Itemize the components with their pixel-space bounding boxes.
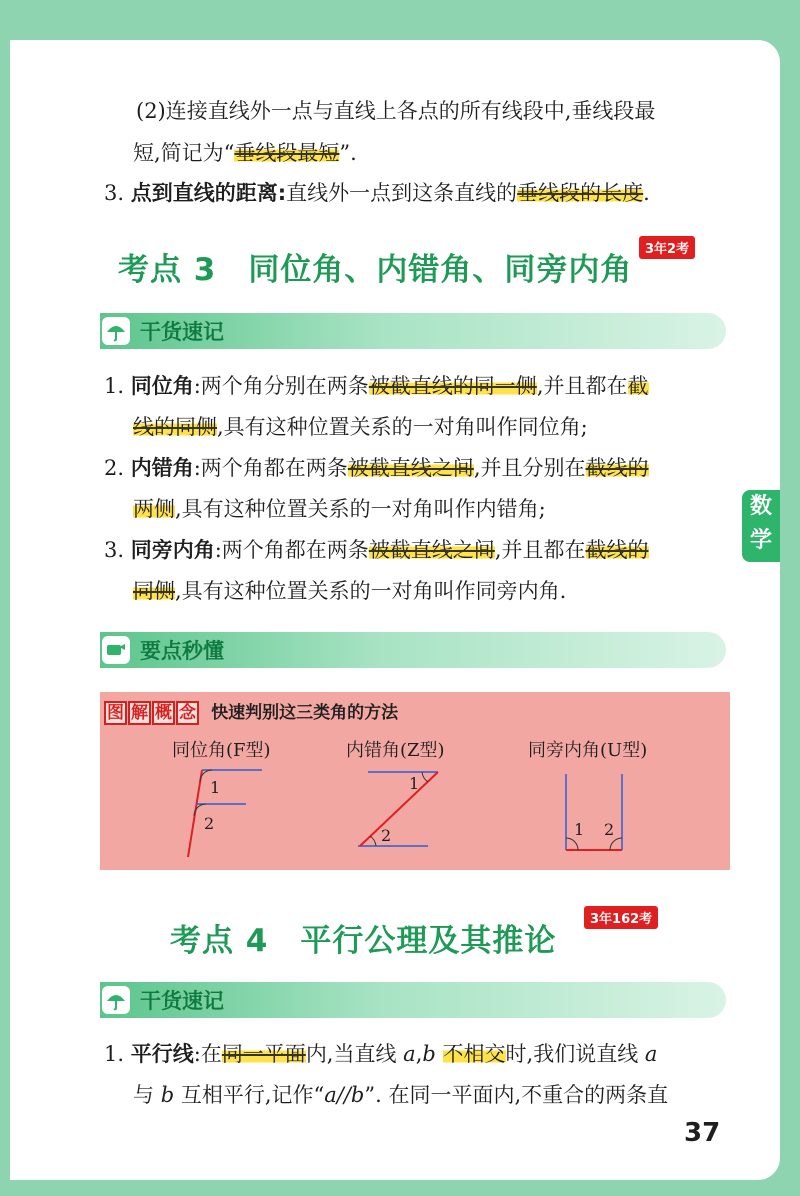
text-span: :两个角都在两条 xyxy=(214,538,369,562)
highlight: 同一平面 xyxy=(221,1042,306,1066)
list-item xyxy=(104,373,649,399)
transversal-f xyxy=(188,770,202,857)
text-span: ”. xyxy=(339,141,357,165)
text-line xyxy=(133,140,357,166)
list-item xyxy=(104,455,649,481)
tag-char: 图 xyxy=(104,701,127,725)
tag-char: 概 xyxy=(152,701,175,725)
text-span xyxy=(436,1042,443,1066)
text-span: 与 xyxy=(133,1083,161,1107)
tab-char: 数 xyxy=(749,494,772,519)
section-title: 考点 4 平行公理及其推论 xyxy=(170,923,557,959)
umbrella-icon xyxy=(102,317,130,345)
text-line: (2)连接直线外一点与直线上各点的所有线段中,垂线段最 xyxy=(136,99,656,123)
exam-badge: 3年162考 xyxy=(584,906,658,929)
label-z-type: 内错角(Z型) xyxy=(346,740,445,761)
section-title: 考点 3 同位角、内错角、同旁内角 xyxy=(118,252,633,288)
term: 平行线 xyxy=(130,1042,194,1066)
variable: b xyxy=(422,1042,436,1066)
item-number: 2. xyxy=(104,456,125,480)
text-span: 内,当直线 xyxy=(305,1042,404,1066)
item-number: 3. xyxy=(104,181,125,205)
term: 同位角 xyxy=(130,374,194,398)
text-span: . xyxy=(643,181,650,205)
highlight: 截 xyxy=(627,374,649,398)
text-span: :两个角都在两条 xyxy=(193,456,348,480)
highlight: 被截直线的同一侧 xyxy=(368,374,537,398)
tab-char: 学 xyxy=(749,528,772,553)
colon: : xyxy=(277,181,287,205)
text-span: :在 xyxy=(193,1042,222,1066)
hand-pointer-icon xyxy=(102,636,130,664)
band-label: 干货速记 xyxy=(140,989,224,1013)
text-span: ,并且都在 xyxy=(494,538,586,562)
section-band xyxy=(100,632,726,668)
variable: a xyxy=(644,1042,658,1066)
angle-arc xyxy=(566,838,578,850)
highlight: 垂线段最短 xyxy=(234,141,340,165)
section-band xyxy=(100,313,726,349)
band-label: 干货速记 xyxy=(140,320,224,344)
band-label: 要点秒懂 xyxy=(140,639,224,663)
text-line xyxy=(133,578,566,604)
highlight: 截线的 xyxy=(585,456,649,480)
text-span: ”. 在同一平面内,不重合的两条直 xyxy=(364,1083,669,1107)
text-span: :两个角分别在两条 xyxy=(193,374,369,398)
text-span: 短,简记为“ xyxy=(133,141,235,165)
list-item xyxy=(104,180,650,206)
tag-char: 解 xyxy=(128,701,151,725)
diagram-heading: 快速判别这三类角的方法 xyxy=(211,703,399,723)
text-line xyxy=(133,496,546,522)
highlight: 线的同侧 xyxy=(133,415,217,439)
angle-arc xyxy=(610,838,622,850)
text-line xyxy=(133,1082,668,1108)
highlight: 两侧 xyxy=(133,497,175,521)
umbrella-icon xyxy=(102,986,130,1014)
angle-arc xyxy=(370,836,376,846)
text-span: ,具有这种位置关系的一对角叫作同旁内角. xyxy=(175,579,567,603)
item-number: 3. xyxy=(104,538,125,562)
list-item xyxy=(104,537,649,563)
highlight: 被截直线之间 xyxy=(347,456,474,480)
section-band xyxy=(100,982,726,1018)
text-span: , xyxy=(415,1042,423,1066)
angle-label: 2 xyxy=(604,820,615,839)
text-span: ,并且都在 xyxy=(536,374,628,398)
variable: a xyxy=(403,1042,416,1066)
text-span: ,具有这种位置关系的一对角叫作内错角; xyxy=(175,497,546,521)
list-item xyxy=(104,1041,657,1067)
transversal-z xyxy=(360,772,438,846)
text-span: 互相平行,记作“ xyxy=(174,1083,325,1107)
highlight: 同侧 xyxy=(133,579,175,603)
term: 内错角 xyxy=(130,456,194,480)
highlight: 不相交 xyxy=(442,1042,506,1066)
notation: a//b xyxy=(324,1083,365,1107)
variable: b xyxy=(160,1083,175,1107)
item-number: 1. xyxy=(104,374,125,398)
subject-tab[interactable] xyxy=(742,490,780,562)
highlight: 截线的 xyxy=(585,538,649,562)
label-u-type: 同旁内角(U型) xyxy=(528,740,648,761)
highlight: 被截直线之间 xyxy=(368,538,495,562)
item-number: 1. xyxy=(104,1042,125,1066)
angle-label: 2 xyxy=(204,814,215,833)
highlight: 垂线段的长度 xyxy=(517,181,644,205)
concept-diagram xyxy=(100,692,730,870)
angle-label: 1 xyxy=(574,820,585,839)
tag-char: 念 xyxy=(176,701,199,725)
text-span: 时,我们说直线 xyxy=(505,1042,645,1066)
angle-label: 2 xyxy=(381,826,392,845)
angle-arc xyxy=(422,772,428,782)
term: 同旁内角 xyxy=(130,538,215,562)
text-span: 直线外一点到这条直线的 xyxy=(286,181,518,205)
text-span: ,具有这种位置关系的一对角叫作同位角; xyxy=(217,415,588,439)
text-span: ,并且分别在 xyxy=(473,456,586,480)
angle-label: 1 xyxy=(210,778,221,797)
label-f-type: 同位角(F型) xyxy=(172,740,271,761)
text-line xyxy=(133,414,588,440)
page-number: 37 xyxy=(684,1118,721,1148)
term: 点到直线的距离 xyxy=(130,181,278,205)
angle-label: 1 xyxy=(409,774,420,793)
exam-badge: 3年2考 xyxy=(639,236,695,259)
